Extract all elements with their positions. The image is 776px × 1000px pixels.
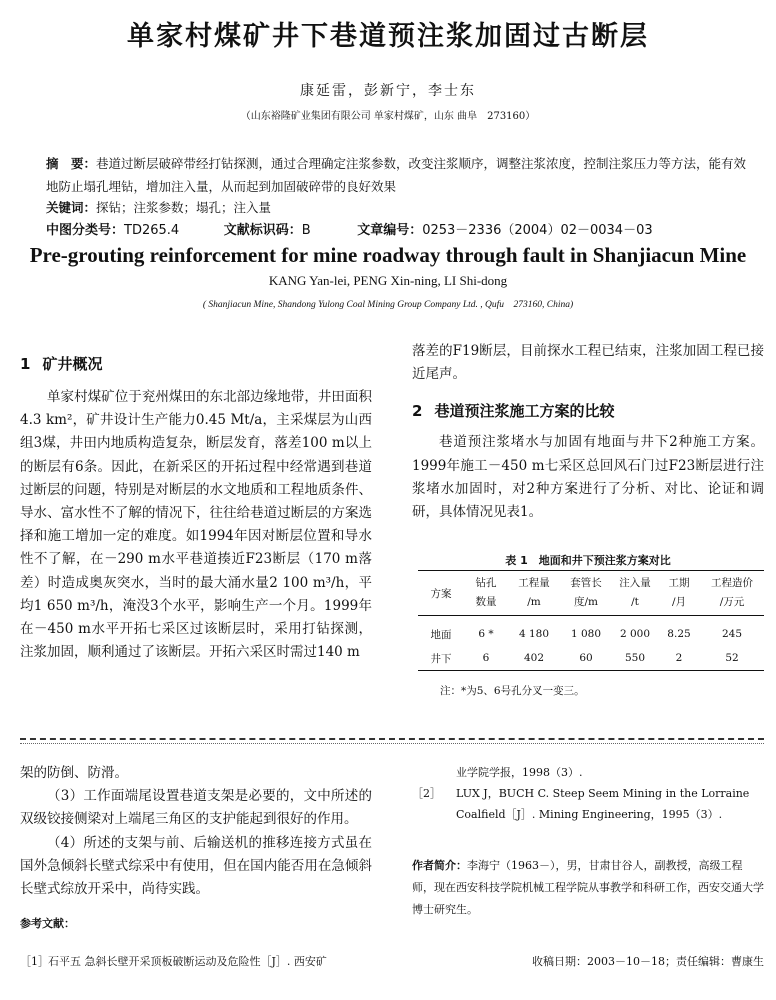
conclusion-item-3: （3）工作面端尾设置巷道支架是必要的，文中所述的双级铰接侧梁对上端尾三角区的支护能起到很好的作用。	[20, 788, 372, 828]
doc-code-label: 文献标识码：	[223, 223, 302, 238]
header-line: 钻孔	[475, 577, 497, 589]
section-1-continuation: 落差的F19断层，目前探水工程已结束，注浆加固工程已接近尾声。	[412, 343, 764, 383]
header-line: 数量	[475, 596, 497, 608]
table-header-cell	[612, 571, 658, 616]
section-1-number: 1	[20, 355, 31, 373]
page-title: 单家村煤矿井下巷道预注浆加固过古断层	[127, 21, 649, 52]
section-1-heading	[20, 353, 372, 374]
header-line: 工程造价	[711, 577, 753, 589]
section-1	[20, 353, 372, 664]
reference-1-number: ［1］	[20, 955, 49, 969]
table-header-cell	[508, 571, 560, 616]
abstract-label: 摘 要：	[46, 156, 97, 171]
affiliation-en: ( Shanjiacun Mine, Shandong Yulong Coal Mining Group Company Ltd. , Qufu 273160, China)	[202, 300, 574, 310]
abstract-block	[46, 152, 758, 218]
header-line: /t	[631, 596, 639, 608]
header-line: /万元	[719, 596, 745, 608]
reference-2-number: ［2］	[412, 787, 441, 800]
header-line: 工程量	[518, 577, 550, 589]
table-cell-scheme: 井下	[430, 652, 452, 665]
lower-left-column	[20, 762, 372, 972]
section-2-title: 巷道预注浆施工方案的比较	[434, 402, 615, 421]
conclusion-item-4: （4）所述的支架与前、后输送机的推移连接方式虽在国外急倾斜长壁式综采中有使用，但在国内能否用在急倾斜长壁式综放开采中，尚待实践。	[20, 834, 372, 898]
table-cell: 402	[523, 652, 545, 664]
article-no-value: 0253－2336（2004）02－0034－03	[422, 223, 653, 238]
header-line: 工期	[668, 577, 690, 589]
abstract	[46, 152, 758, 198]
references-label: 参考文献：	[20, 917, 75, 931]
table-cell-scheme: 地面	[430, 628, 452, 641]
table-cell: 60	[579, 652, 593, 664]
reference-2	[412, 783, 764, 825]
table-header-cell	[658, 571, 700, 616]
reference-2-text: LUX J，BUCH C. Steep Seem Mining in the Lorraine Coalfield［J］. Mining Engineering，1995（3）.	[456, 787, 750, 821]
table-cell: 2 000	[619, 628, 651, 640]
abstract-text: 巷道过断层破碎带经打钻探测，通过合理确定注浆参数，改变注浆顺序，调整注浆浓度，控制注浆压力等方法，能有效地防止塌孔埋钻，增加注入量，从而起到加固破碎带的良好效果	[46, 156, 747, 194]
table-cell: 6	[482, 652, 490, 664]
section-1-title: 矿井概况	[42, 355, 103, 373]
table-cell: 2	[675, 652, 683, 664]
page-divider	[20, 738, 764, 740]
right-column	[412, 340, 764, 524]
lower-left-line: 架的防倒、防滑。	[20, 765, 128, 781]
page-divider-secondary	[20, 743, 764, 744]
classification-line	[46, 219, 653, 238]
clc-value: TD265.4	[124, 223, 180, 238]
table-cell: 550	[624, 652, 646, 664]
section-2-paragraph: 巷道预注浆堵水与加固有地面与井下2种施工方案。1999年施工－450 m七采区总回风石门过F23断层进行注浆堵水加固时，对2种方案进行了分析、对比、论证和调研，具体情况见表1。	[412, 434, 764, 521]
header-line: 度/m	[574, 596, 598, 608]
keywords-label: 关键词：	[46, 200, 97, 215]
table-row	[418, 616, 764, 647]
lower-right-column	[412, 762, 764, 969]
table-cell: 6 *	[478, 628, 494, 640]
reference-1-continuation: 业学院学报，1998（3）.	[456, 766, 583, 779]
english-title: Pre-grouting reinforcement for mine roadway through fault in Shanjiacun Mine	[29, 243, 747, 267]
table-1	[418, 570, 764, 698]
header-line: 套管长	[570, 577, 602, 589]
table-header-scheme: 方案	[430, 587, 452, 600]
keywords-text: 探钻；注浆参数；塌孔；注入量	[96, 200, 272, 215]
table-row	[418, 646, 764, 671]
comparison-table	[418, 570, 764, 671]
clc-label: 中图分类号：	[46, 223, 125, 238]
doc-code-value: B	[301, 223, 311, 238]
table-cell: 8.25	[667, 628, 691, 640]
affiliation-cn: （山东裕隆矿业集团有限公司 单家村煤矿，山东 曲阜 273160）	[240, 111, 536, 122]
reference-1	[20, 951, 372, 972]
keywords	[46, 198, 758, 218]
author-bio-label: 作者简介：	[412, 859, 467, 872]
table-cell: 1 080	[570, 628, 602, 640]
author-bio	[412, 855, 764, 921]
table-1-title: 表 1 地面和井下预注浆方案对比	[505, 554, 671, 567]
received-date: 收稿日期：2003－10－18；责任编辑：曹康生	[532, 955, 764, 968]
author-bio-text: 李海宁（1963－），男，甘肃甘谷人，副教授，高级工程师，现在西安科技学院机械工程学院从事教学和科研工作，西安交通大学博士研究生。	[412, 859, 764, 916]
header-line: /月	[671, 596, 687, 608]
section-2-heading	[412, 400, 764, 421]
article-no-label: 文章编号：	[357, 223, 423, 238]
reference-1-text: 石平五 急斜长壁开采顶板破断运动及危险性［J］. 西安矿	[48, 955, 327, 969]
table-header-cell	[700, 571, 764, 616]
section-1-paragraph: 单家村煤矿位于兖州煤田的东北部边缘地带，井田面积4.3 km²，矿井设计生产能力0.45 Mt/a，主采煤层为山西组3煤，井田内地质构造复杂，断层发育，落差100 m以上的断层有6条。因此，在新采区的开拓过程中经常遇到巷道过断层的问题，特别是对断层的水文地质和工程地质条件、导水、富水性不了解的情况下，往往给巷道过断层的方案选择和施工增加一定的难度。如1994年因对断层位置和导水性不了解，在－290 m水平巷道揍近F23断层（170 m落差）时造成奥灰突水，当时的最大涌水量2 100 m³/h，平均1 650 m³/h，淹没3个水平，影响生产一个月。1999年在－450 m水平开拓七采区过该断层时，采用打钻探测，注浆加固，顺利通过了该断层。开拓六采区时需过140 m	[20, 389, 372, 661]
authors-en: KANG Yan-lei, PENG Xin-ning, LI Shi-dong	[268, 273, 508, 288]
authors-cn: 康延雷，彭新宁，李士东	[300, 83, 476, 99]
table-cell: 52	[725, 652, 739, 664]
table-cell: 245	[721, 628, 743, 640]
table-1-note: 注：*为5、6号孔分叉一变三。	[440, 685, 585, 697]
table-header-cell	[464, 571, 508, 616]
header-line: /m	[527, 596, 541, 608]
section-2-number: 2	[412, 402, 423, 421]
table-cell: 4 180	[518, 628, 550, 640]
header-line: 注入量	[619, 577, 651, 589]
table-header-cell	[560, 571, 612, 616]
